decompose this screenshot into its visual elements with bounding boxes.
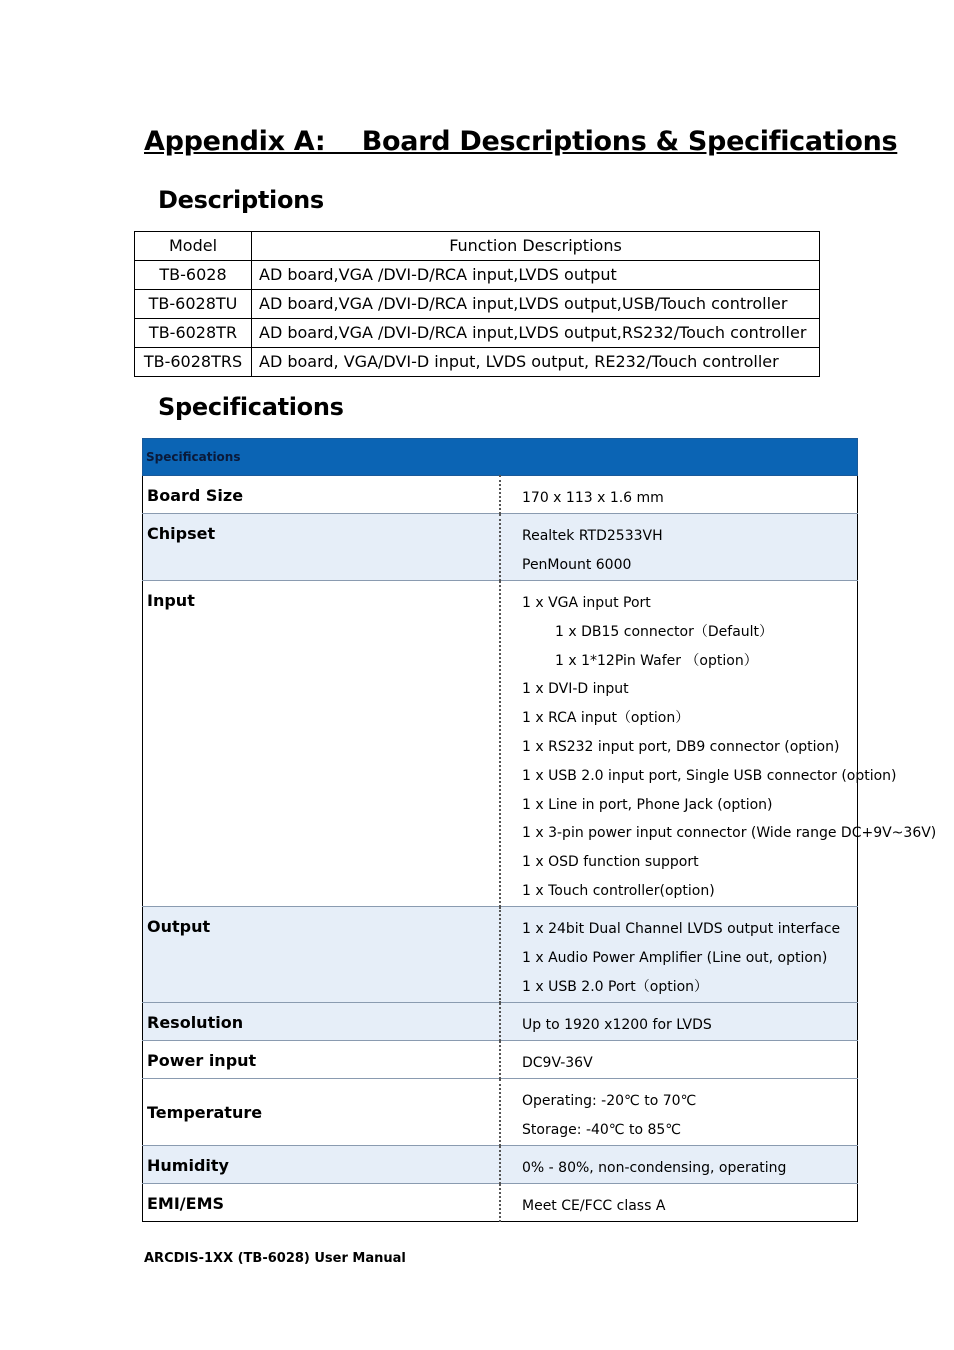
spec-value [500,514,858,581]
spec-value [500,476,858,514]
spec-value-line: 1 x 1*12Pin Wafer （option） [555,652,758,669]
descriptions-table [134,231,820,377]
spec-value-line: Storage: -40℃ to 85℃ [522,1121,682,1138]
page-title: Appendix A: Board Descriptions & Specifications [144,126,898,157]
specifications-heading: Specifications [158,393,344,421]
specifications-table [142,438,937,1222]
spec-row-emi-ems [143,1184,858,1222]
spec-value-line: 1 x VGA input Port [522,595,651,611]
spec-value-line: 0% - 80%, non-condensing, operating [522,1160,787,1176]
spec-value-line: Operating: -20℃ to 70℃ [522,1093,697,1109]
spec-row-output [143,907,858,1003]
spec-value [500,1003,858,1041]
spec-label: EMI/EMS [143,1184,501,1222]
spec-value [500,907,858,1003]
spec-row-board-size [143,476,858,514]
spec-value-line: Meet CE/FCC class A [522,1198,666,1214]
function-cell: AD board,VGA /DVI-D/RCA input,LVDS output [252,261,820,290]
specifications-band-row [143,439,858,476]
spec-row-chipset [143,514,858,581]
spec-value-line: 1 x Audio Power Amplifier (Line out, option) [522,949,828,966]
spec-value-line: PenMount 6000 [522,556,632,573]
table-row [135,348,820,377]
model-cell: TB-6028 [135,261,252,290]
table-row [135,319,820,348]
spec-row-resolution [143,1003,858,1041]
specifications-band-label: Specifications [143,439,858,476]
model-cell: TB-6028TRS [135,348,252,377]
spec-label: Input [143,581,501,907]
spec-value-line: 1 x Touch controller(option) [522,882,715,899]
spec-value [500,1041,858,1079]
spec-value-line: 1 x RS232 input port, DB9 connector (option) [522,738,840,755]
model-cell: TB-6028TU [135,290,252,319]
spec-row-power-input [143,1041,858,1079]
spec-value-line: 1 x Line in port, Phone Jack (option) [522,796,773,813]
spec-label: Temperature [143,1079,501,1146]
model-cell: TB-6028TR [135,319,252,348]
spec-value-line: 1 x OSD function support [522,854,699,871]
spec-value-line: 1 x DB15 connector（Default） [555,623,774,640]
spec-value-line: 1 x RCA input（option） [522,710,690,727]
spec-value-line: 170 x 113 x 1.6 mm [522,490,664,506]
model-column-header: Model [135,232,252,261]
descriptions-heading: Descriptions [158,186,324,214]
spec-label: Resolution [143,1003,501,1041]
spec-value [500,1184,858,1222]
spec-value-line: DC9V-36V [522,1055,593,1071]
spec-value-line: Up to 1920 x1200 for LVDS [522,1017,712,1033]
table-row [135,290,820,319]
spec-value-line: 1 x 3-pin power input connector (Wide range DC+9V~36V) [522,825,937,842]
spec-value-line: Realtek RTD2533VH [522,528,663,544]
spec-row-input [143,581,858,907]
spec-value-line: 1 x USB 2.0 Port（option） [522,978,709,995]
spec-value [500,1146,858,1184]
spec-value-line: 1 x 24bit Dual Channel LVDS output interface [522,921,841,937]
spec-label: Board Size [143,476,501,514]
descriptions-header-row [135,232,820,261]
function-column-header: Function Descriptions [252,232,820,261]
spec-row-humidity [143,1146,858,1184]
spec-value-line: 1 x USB 2.0 input port, Single USB connector (option) [522,767,897,784]
spec-value [500,581,937,907]
spec-label: Power input [143,1041,501,1079]
spec-value-line: 1 x DVI-D input [522,681,629,698]
spec-value [500,1079,858,1146]
function-cell: AD board,VGA /DVI-D/RCA input,LVDS output,RS232/Touch controller [252,319,820,348]
function-cell: AD board, VGA/DVI-D input, LVDS output, RE232/Touch controller [252,348,820,377]
spec-label: Output [143,907,501,1003]
spec-label: Chipset [143,514,501,581]
spec-label: Humidity [143,1146,501,1184]
spec-row-temperature [143,1079,858,1146]
page-footer: ARCDIS-1XX (TB-6028) User Manual [144,1251,406,1266]
table-row [135,261,820,290]
function-cell: AD board,VGA /DVI-D/RCA input,LVDS output,USB/Touch controller [252,290,820,319]
